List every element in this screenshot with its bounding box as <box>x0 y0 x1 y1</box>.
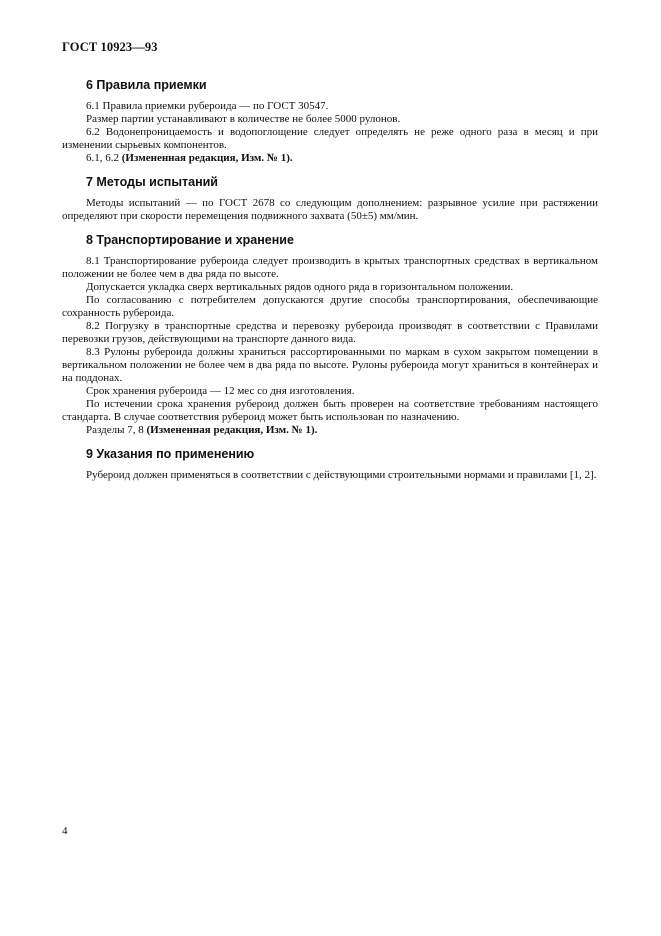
paragraph: По согласованию с потребителем допускаются другие способы транспортирования, обеспечивающие сохранность рубероида. <box>62 294 598 319</box>
amendment-label: (Измененная редакция, Изм. № 1). <box>121 152 293 164</box>
paragraph: 6.1 Правила приемки рубероида — по ГОСТ 30547. <box>86 100 329 112</box>
paragraph: 6.2 Водонепроницаемость и водопоглощение следует определять не реже одного раза в месяц и при изменении сырьевых компонентов. <box>62 126 598 151</box>
paragraph: 8.2 Погрузку в транспортные средства и перевозку рубероида производят в соответствии с Правилами перевозки грузов, действующими на транспорте данного вида. <box>62 320 598 345</box>
section-title: 7 Методы испытаний <box>86 175 218 189</box>
paragraph: Срок хранения рубероида — 12 мес со дня изготовления. <box>86 385 355 397</box>
standard-header: ГОСТ 10923—93 <box>62 40 158 54</box>
amendment-label: (Измененная редакция, Изм. № 1). <box>146 424 318 436</box>
amendment-note <box>62 152 598 165</box>
paragraph: По истечении срока хранения рубероид должен быть проверен на соответствие требованиям настоящего стандарта. В случае соответствия рубероид может быть использован по назначению. <box>62 398 598 423</box>
paragraph: Методы испытаний — по ГОСТ 2678 со следующим дополнением: разрывное усилие при растяжении определяют при скорости перемещения подвижного захвата (50±5) мм/мин. <box>62 197 598 222</box>
paragraph: Размер партии устанавливают в количестве не более 5000 рулонов. <box>86 113 401 125</box>
paragraph: Рубероид должен применяться в соответствии с действующими строительными нормами и правилами [1, 2]. <box>86 469 597 481</box>
paragraph: 8.1 Транспортирование рубероида следует производить в крытых транспортных средствах в вертикальном положении не более чем в два ряда по высоте. <box>62 255 598 280</box>
document-content <box>62 78 598 492</box>
page-number: 4 <box>62 825 68 837</box>
paragraph: 8.3 Рулоны рубероида должны храниться рассортированными по маркам в сухом закрытом помещении в вертикальном положении не более чем в два ряда по высоте. Рулоны рубероида могут храниться в контейнерах и на поддонах. <box>62 346 598 384</box>
section-transport-storage <box>62 233 598 437</box>
section-title: 6 Правила приемки <box>86 78 207 92</box>
section-application <box>62 447 598 482</box>
section-test-methods <box>62 175 598 223</box>
amendment-prefix: 6.1, 6.2 <box>86 152 122 164</box>
amendment-note <box>62 424 598 437</box>
section-acceptance-rules <box>62 78 598 165</box>
amendment-prefix: Разделы 7, 8 <box>86 424 147 436</box>
paragraph: Допускается укладка сверх вертикальных рядов одного ряда в горизонтальном положении. <box>86 281 514 293</box>
section-title: 8 Транспортирование и хранение <box>86 233 294 247</box>
section-title: 9 Указания по применению <box>86 447 255 461</box>
